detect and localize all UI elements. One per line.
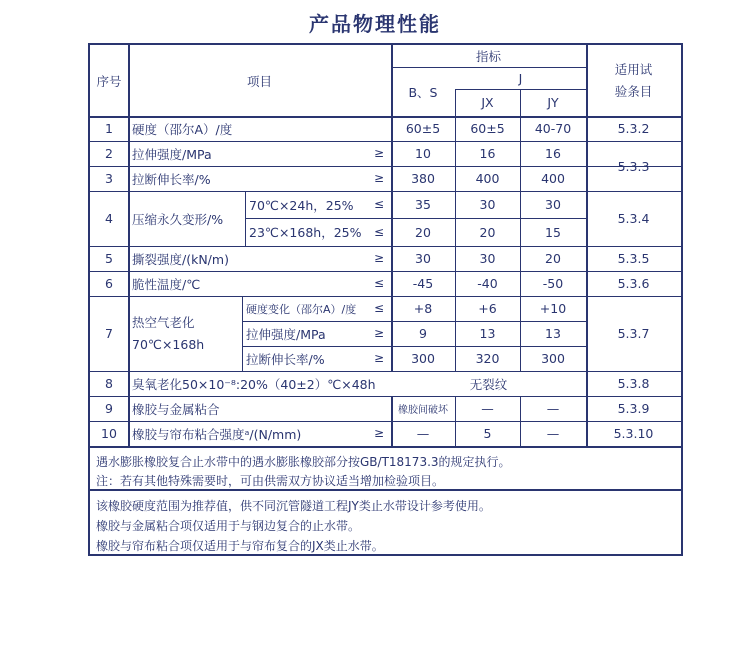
row-1-no: 1 — [105, 121, 113, 136]
row-8-value: 无裂纹 — [469, 376, 508, 392]
header-item: 项目 — [246, 73, 272, 89]
row-7b-jx: 13 — [479, 326, 496, 341]
row-4a-jy: 30 — [545, 197, 561, 212]
row-4-item: 压缩永久变形/% — [132, 211, 224, 227]
row-5-jx: 30 — [479, 251, 496, 266]
note-line-1: 遇水膨胀橡胶复合止水带中的遇水膨胀橡胶部分按GB/T18173.3的规定执行。 — [96, 455, 511, 469]
row-3-bs: 380 — [411, 171, 435, 186]
row-7c-jx: 320 — [475, 351, 500, 366]
row-7a-symbol: ≤ — [374, 301, 385, 315]
header-jy: JY — [547, 95, 559, 110]
row-4a-bs: 35 — [415, 197, 431, 212]
header-jx: JX — [481, 95, 494, 110]
row-5-item: 撕裂强度/(kN/m) — [132, 251, 229, 267]
row-5-symbol: ≥ — [374, 251, 385, 265]
header-j: J — [518, 70, 523, 86]
row-10-item: 橡胶与帘布粘合强度ᵃ/(N/mm) — [132, 426, 302, 442]
row-9-ref: 5.3.9 — [617, 401, 650, 416]
row-9-item: 橡胶与金属粘合 — [132, 401, 220, 417]
row-6-jx: -40 — [477, 276, 498, 291]
row-4b-bs: 20 — [415, 224, 431, 240]
row-7c-sub: 拉断伸长率/% — [246, 351, 325, 367]
row-1-jy: 40-70 — [534, 121, 572, 136]
row-7c-jy: 300 — [541, 351, 565, 366]
row-7-ref: 5.3.7 — [617, 326, 650, 341]
row-10-no: 10 — [101, 426, 117, 441]
row-10-jy: — — [546, 426, 560, 441]
row-3-symbol: ≥ — [374, 171, 385, 185]
row-8-ref: 5.3.8 — [617, 376, 650, 391]
row-4a-jx: 30 — [479, 197, 496, 212]
row-4-no: 4 — [105, 211, 113, 226]
header-seq: 序号 — [96, 73, 122, 89]
header-indicator: 指标 — [475, 49, 501, 64]
row-9-jx: — — [481, 401, 494, 416]
row-7-no: 7 — [105, 326, 113, 341]
row-2-3-ref: 5.3.3 — [617, 158, 650, 174]
row-6-no: 6 — [105, 276, 113, 291]
row-1-bs: 60±5 — [405, 121, 441, 136]
row-2-jx: 16 — [479, 146, 496, 161]
row-5-ref: 5.3.5 — [617, 251, 650, 266]
row-2-symbol: ≥ — [374, 146, 385, 160]
row-6-ref: 5.3.6 — [617, 276, 650, 291]
row-2-jy: 16 — [545, 146, 561, 161]
note-line-5: 橡胶与帘布粘合项仅适用于与帘布复合的JX类止水带。 — [96, 539, 384, 553]
row-5-jy: 20 — [545, 251, 561, 266]
row-8-item: 臭氧老化50×10⁻⁸:20%（40±2）℃×48h — [132, 376, 376, 392]
row-1-ref: 5.3.2 — [617, 121, 650, 136]
row-3-jy: 400 — [541, 171, 565, 186]
row-3-no: 3 — [105, 171, 113, 186]
row-4b-symbol: ≤ — [374, 225, 385, 239]
row-2-item: 拉伸强度/MPa — [132, 146, 212, 162]
row-7a-bs: +8 — [413, 301, 433, 316]
row-4-ref: 5.3.4 — [617, 211, 650, 226]
row-7b-jy: 13 — [545, 326, 561, 341]
row-7a-sub: 硬度变化（邵尔A）/度 — [246, 302, 357, 316]
row-10-jx: 5 — [483, 426, 492, 441]
row-7c-bs: 300 — [411, 351, 435, 366]
row-6-item: 脆性温度/℃ — [132, 276, 201, 292]
row-1-item: 硬度（邵尔A）/度 — [132, 121, 233, 137]
row-4b-jy: 15 — [545, 224, 561, 240]
row-7b-bs: 9 — [419, 326, 427, 341]
row-8-no: 8 — [105, 376, 113, 391]
row-6-jy: -50 — [542, 276, 564, 291]
row-7b-sub: 拉伸强度/MPa — [246, 326, 326, 342]
row-6-bs: -45 — [412, 276, 434, 291]
row-10-symbol: ≥ — [374, 426, 385, 440]
row-7c-symbol: ≥ — [374, 351, 385, 365]
row-3-item: 拉断伸长率/% — [132, 171, 211, 187]
row-9-bs: 橡胶间破坏 — [398, 405, 448, 416]
row-4a-condition: 70℃×24h，25% — [249, 197, 354, 213]
note-line-3: 该橡胶硬度范围为推荐值，供不同沉管隧道工程JY类止水带设计参考使用。 — [96, 499, 491, 513]
row-10-bs: — — [416, 426, 430, 441]
row-3-jx: 400 — [475, 171, 500, 186]
header-test-clause: 适用试 验条目 — [614, 61, 653, 99]
row-10-ref: 5.3.10 — [613, 426, 654, 441]
row-2-bs: 10 — [415, 146, 431, 161]
row-9-jy: — — [546, 401, 560, 416]
row-7-item: 热空气老化 70℃×168h — [132, 314, 205, 352]
row-7a-jy: +10 — [539, 301, 567, 316]
row-7a-jx: +6 — [478, 301, 497, 316]
property-table — [88, 43, 683, 556]
row-4b-jx: 20 — [479, 224, 496, 240]
row-9-no: 9 — [105, 401, 113, 416]
page-title: 产品物理性能 — [309, 12, 441, 36]
header-bs: B、S — [408, 84, 438, 100]
note-line-4: 橡胶与金属粘合项仅适用于与钢边复合的止水带。 — [96, 519, 361, 533]
row-1-jx: 60±5 — [470, 121, 505, 136]
row-7b-symbol: ≥ — [374, 326, 385, 340]
row-5-no: 5 — [105, 251, 113, 266]
row-4b-condition: 23℃×168h，25% — [249, 225, 362, 240]
row-2-no: 2 — [105, 146, 113, 161]
note-line-2: 注：若有其他特殊需要时，可由供需双方协议适当增加检验项目。 — [96, 474, 445, 488]
row-6-symbol: ≤ — [374, 276, 385, 290]
row-5-bs: 30 — [415, 251, 431, 266]
row-4a-symbol: ≤ — [374, 197, 385, 211]
